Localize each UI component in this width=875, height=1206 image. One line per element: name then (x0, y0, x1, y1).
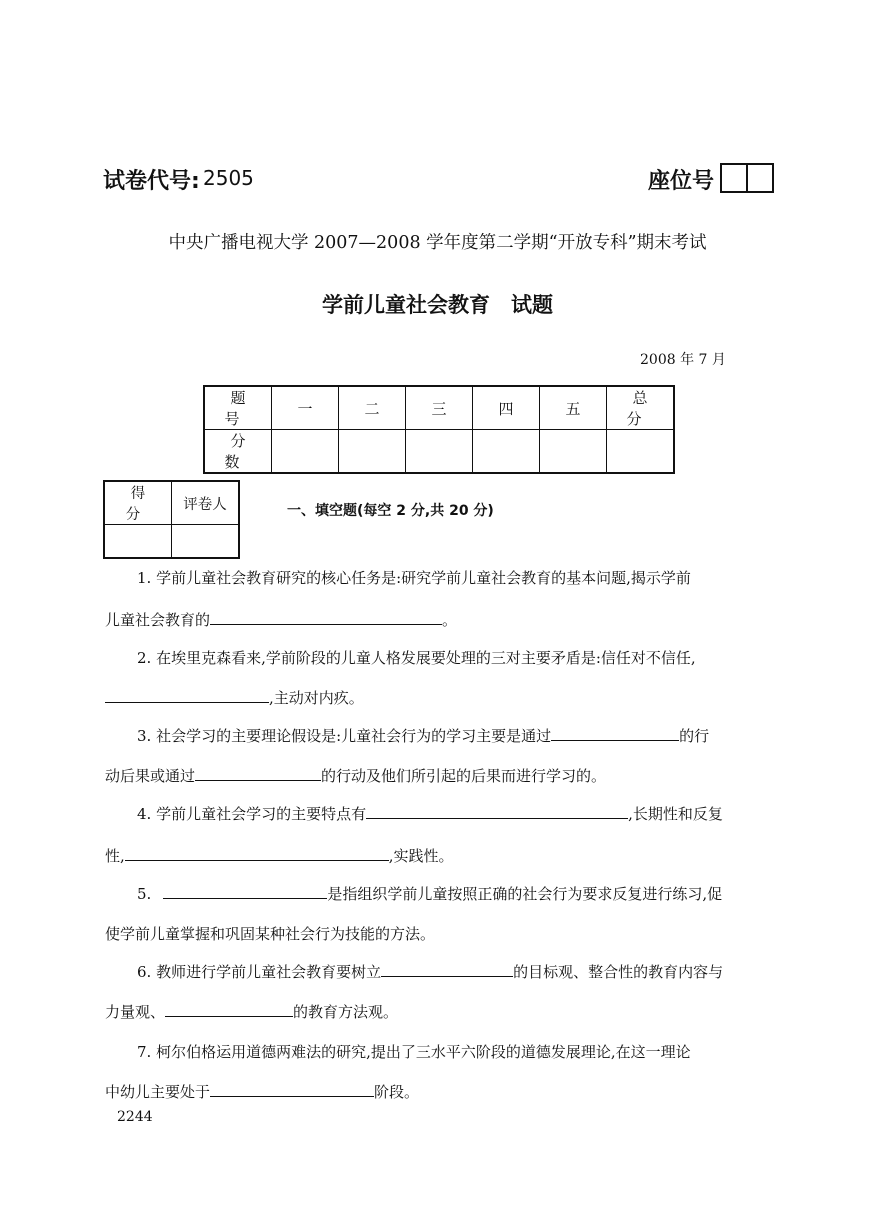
answer-blank (163, 884, 327, 899)
question-5-line-2 (105, 924, 435, 944)
question-text: ,长期性和反复 (628, 805, 723, 823)
question-text: 的行 (679, 727, 710, 745)
answer-blank (381, 962, 513, 977)
score-table-score-row (204, 430, 674, 474)
score-cell (104, 525, 172, 559)
score-row-label: 分 数 (204, 430, 272, 474)
seat-number-box (720, 163, 774, 193)
score-table-header-row (204, 386, 674, 430)
question-col-4: 四 (473, 386, 540, 430)
exam-date: 2008 年 7 月 (640, 352, 726, 368)
question-3-line-2 (105, 766, 606, 786)
question-text: 1. 学前儿童社会教育研究的核心任务是:研究学前儿童社会教育的基本问题,揭示学前 (137, 569, 691, 587)
question-text: ,主动对内疚。 (269, 689, 364, 707)
grader-input-row (104, 525, 239, 559)
answer-blank (125, 846, 389, 861)
question-4-line-2 (105, 846, 454, 866)
grader-cell (172, 525, 240, 559)
question-text: 的目标观、整合性的教育内容与 (513, 963, 724, 981)
question-text: 6. 教师进行学前儿童社会教育要树立 (137, 963, 382, 981)
score-cell (406, 430, 473, 474)
question-text: 3. 社会学习的主要理论假设是:儿童社会行为的学习主要是通过 (137, 727, 552, 745)
question-1-line-1 (105, 568, 771, 588)
grader-table (103, 480, 240, 559)
score-cell (272, 430, 339, 474)
question-3-line-1 (137, 726, 709, 746)
seat-number-cell (746, 165, 772, 191)
answer-blank (165, 1002, 293, 1017)
question-7-line-1 (105, 1042, 771, 1062)
question-text: ,实践性。 (388, 847, 454, 865)
question-text: 性, (105, 847, 125, 865)
exam-header: 中央广播电视大学 2007—2008 学年度第二学期“开放专科”期末考试 (168, 233, 707, 253)
question-col-2: 二 (339, 386, 406, 430)
score-table (203, 385, 675, 474)
question-text: 7. 柯尔伯格运用道德两难法的研究,提出了三水平六阶段的道德发展理论,在这一理论 (137, 1043, 691, 1061)
question-1-line-2 (105, 610, 457, 630)
question-2-line-1 (105, 648, 771, 668)
answer-blank (551, 726, 679, 741)
seat-number-label: 座位号 (648, 169, 715, 194)
question-col-1: 一 (272, 386, 339, 430)
answer-blank (366, 804, 628, 819)
question-6-line-2 (105, 1002, 398, 1022)
exam-title: 学前儿童社会教育 试题 (322, 293, 553, 317)
answer-blank (105, 688, 269, 703)
grader-header-row (104, 481, 239, 525)
question-text: 力量观、 (105, 1003, 166, 1021)
paper-code-value: 2505 (203, 166, 254, 190)
question-7-line-2 (105, 1082, 419, 1102)
score-cell (607, 430, 675, 474)
question-text: 5. (137, 885, 152, 903)
question-text: 中幼儿主要处于 (105, 1083, 211, 1101)
question-text: 的行动及他们所引起的后果而进行学习的。 (321, 767, 607, 785)
score-cell (540, 430, 607, 474)
question-4-line-1 (137, 804, 723, 824)
page-number: 2244 (117, 1109, 153, 1125)
question-text: 是指组织学前儿童按照正确的社会行为要求反复进行练习,促 (327, 885, 723, 903)
question-text: 动后果或通过 (105, 767, 196, 785)
grader-header: 评卷人 (172, 481, 240, 525)
total-score-header: 总 分 (607, 386, 675, 430)
score-cell (339, 430, 406, 474)
question-text: 2. 在埃里克森看来,学前阶段的儿童人格发展要处理的三对主要矛盾是:信任对不信任, (137, 649, 696, 667)
question-text: 使学前儿童掌握和巩固某种社会行为技能的方法。 (105, 925, 436, 943)
score-cell (473, 430, 540, 474)
answer-blank (210, 1082, 374, 1097)
paper-code-label: 试卷代号: (103, 169, 200, 194)
seat-number-cell (722, 165, 746, 191)
question-text: 的教育方法观。 (293, 1003, 399, 1021)
question-6-line-1 (137, 962, 723, 982)
question-col-3: 三 (406, 386, 473, 430)
section-title: 一、填空题(每空 2 分,共 20 分) (287, 503, 494, 519)
answer-blank (210, 610, 442, 625)
score-header: 得 分 (104, 481, 172, 525)
question-text: 儿童社会教育的 (105, 611, 211, 629)
question-2-line-2 (105, 688, 364, 708)
question-text: 。 (442, 611, 458, 629)
question-5-line-1 (137, 884, 722, 904)
question-text: 阶段。 (374, 1083, 420, 1101)
answer-blank (195, 766, 321, 781)
question-col-5: 五 (540, 386, 607, 430)
question-number-header: 题 号 (204, 386, 272, 430)
question-text: 4. 学前儿童社会学习的主要特点有 (137, 805, 367, 823)
